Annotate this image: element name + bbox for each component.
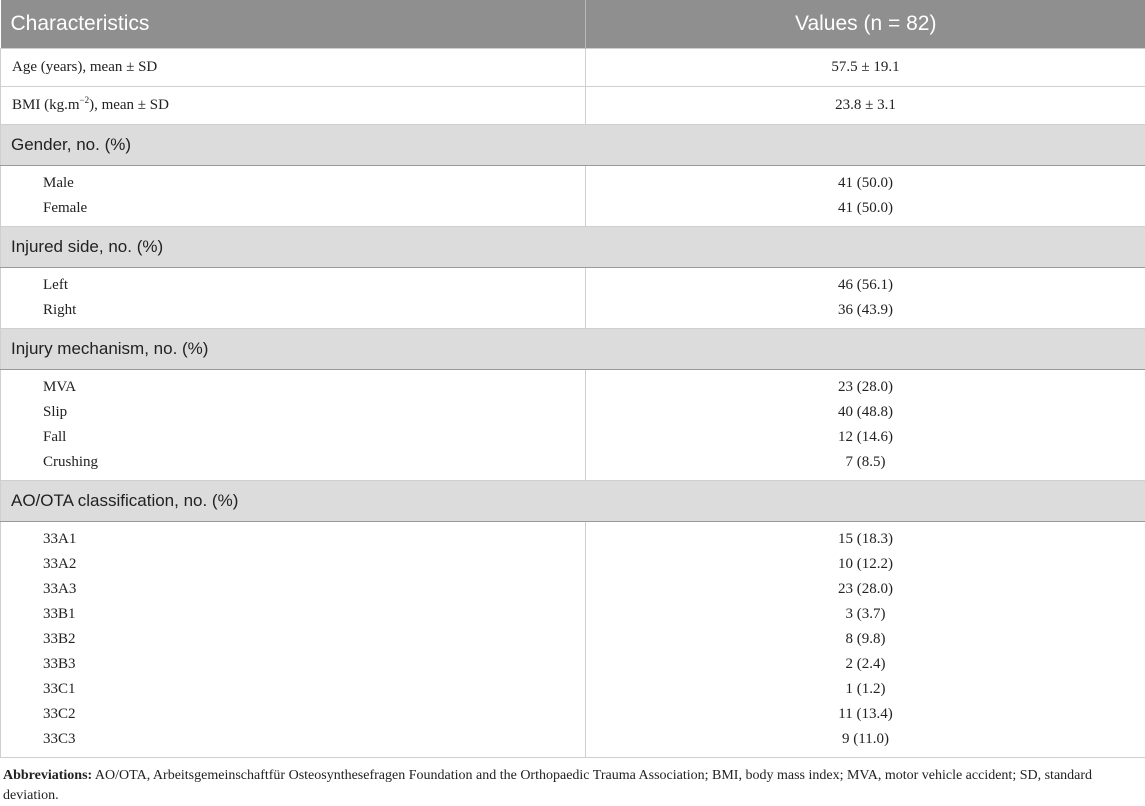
row-value: 36 (43.9) — [586, 298, 1145, 329]
row-label: 33C1 — [1, 677, 586, 702]
bmi-value: 23.8 ± 3.1 — [586, 87, 1145, 125]
table-row — [1, 196, 1145, 227]
row-value: 41 (50.0) — [586, 166, 1145, 197]
footnote-label: Abbreviations: — [3, 768, 92, 783]
table-row — [1, 702, 1145, 727]
table-row — [1, 627, 1145, 652]
row-bmi — [1, 87, 1145, 125]
header-characteristics: Characteristics — [1, 0, 586, 49]
section-title: Injury mechanism, no. (%) — [1, 329, 1145, 370]
table-row — [1, 425, 1145, 450]
bmi-label — [1, 87, 586, 125]
row-label: Male — [1, 166, 586, 197]
table-row — [1, 522, 1145, 553]
row-label: Right — [1, 298, 586, 329]
header-values: Values (n = 82) — [586, 0, 1145, 49]
section-title: AO/OTA classification, no. (%) — [1, 481, 1145, 522]
row-value: 1 (1.2) — [586, 677, 1145, 702]
table-row — [1, 602, 1145, 627]
row-value: 11 (13.4) — [586, 702, 1145, 727]
table-footnote — [3, 766, 1138, 806]
row-label: Fall — [1, 425, 586, 450]
row-value: 41 (50.0) — [586, 196, 1145, 227]
row-value: 7 (8.5) — [586, 450, 1145, 481]
row-label: 33B2 — [1, 627, 586, 652]
row-label: 33B3 — [1, 652, 586, 677]
section-injury-mechanism — [1, 329, 1145, 370]
row-label: 33C3 — [1, 727, 586, 758]
footnote-text: AO/OTA, Arbeitsgemeinschaftfür Osteosynthesefragen Foundation and the Orthopaedic Trauma Association; BMI, body mass index; MVA, motor vehicle accident; SD, standard deviation. — [3, 768, 1092, 803]
row-label: MVA — [1, 370, 586, 401]
section-injured-side — [1, 227, 1145, 268]
table-row — [1, 268, 1145, 299]
section-ao-ota-classification — [1, 481, 1145, 522]
row-value: 40 (48.8) — [586, 400, 1145, 425]
table-row — [1, 677, 1145, 702]
row-value: 46 (56.1) — [586, 268, 1145, 299]
row-value: 3 (3.7) — [586, 602, 1145, 627]
row-label: Slip — [1, 400, 586, 425]
table-row — [1, 552, 1145, 577]
row-value: 8 (9.8) — [586, 627, 1145, 652]
row-value: 23 (28.0) — [586, 370, 1145, 401]
bmi-label-pre: BMI (kg.m — [12, 97, 80, 113]
row-value: 9 (11.0) — [586, 727, 1145, 758]
table-row — [1, 652, 1145, 677]
age-value: 57.5 ± 19.1 — [586, 49, 1145, 87]
table-row — [1, 166, 1145, 197]
row-label: Left — [1, 268, 586, 299]
row-value: 23 (28.0) — [586, 577, 1145, 602]
table-row — [1, 727, 1145, 758]
bmi-label-sup: −2 — [80, 95, 90, 105]
row-label: 33A2 — [1, 552, 586, 577]
table-row — [1, 370, 1145, 401]
age-label: Age (years), mean ± SD — [1, 49, 586, 87]
row-value: 15 (18.3) — [586, 522, 1145, 553]
row-value: 12 (14.6) — [586, 425, 1145, 450]
row-value: 2 (2.4) — [586, 652, 1145, 677]
row-label: 33C2 — [1, 702, 586, 727]
row-label: Crushing — [1, 450, 586, 481]
bmi-label-post: ), mean ± SD — [89, 97, 169, 113]
table-row — [1, 450, 1145, 481]
section-title: Injured side, no. (%) — [1, 227, 1145, 268]
section-gender — [1, 125, 1145, 166]
row-age — [1, 49, 1145, 87]
table-row — [1, 298, 1145, 329]
row-label: 33B1 — [1, 602, 586, 627]
row-label: 33A1 — [1, 522, 586, 553]
row-label: 33A3 — [1, 577, 586, 602]
table-row — [1, 577, 1145, 602]
section-title: Gender, no. (%) — [1, 125, 1145, 166]
table-row — [1, 400, 1145, 425]
row-value: 10 (12.2) — [586, 552, 1145, 577]
row-label: Female — [1, 196, 586, 227]
table-header-row — [1, 0, 1145, 49]
